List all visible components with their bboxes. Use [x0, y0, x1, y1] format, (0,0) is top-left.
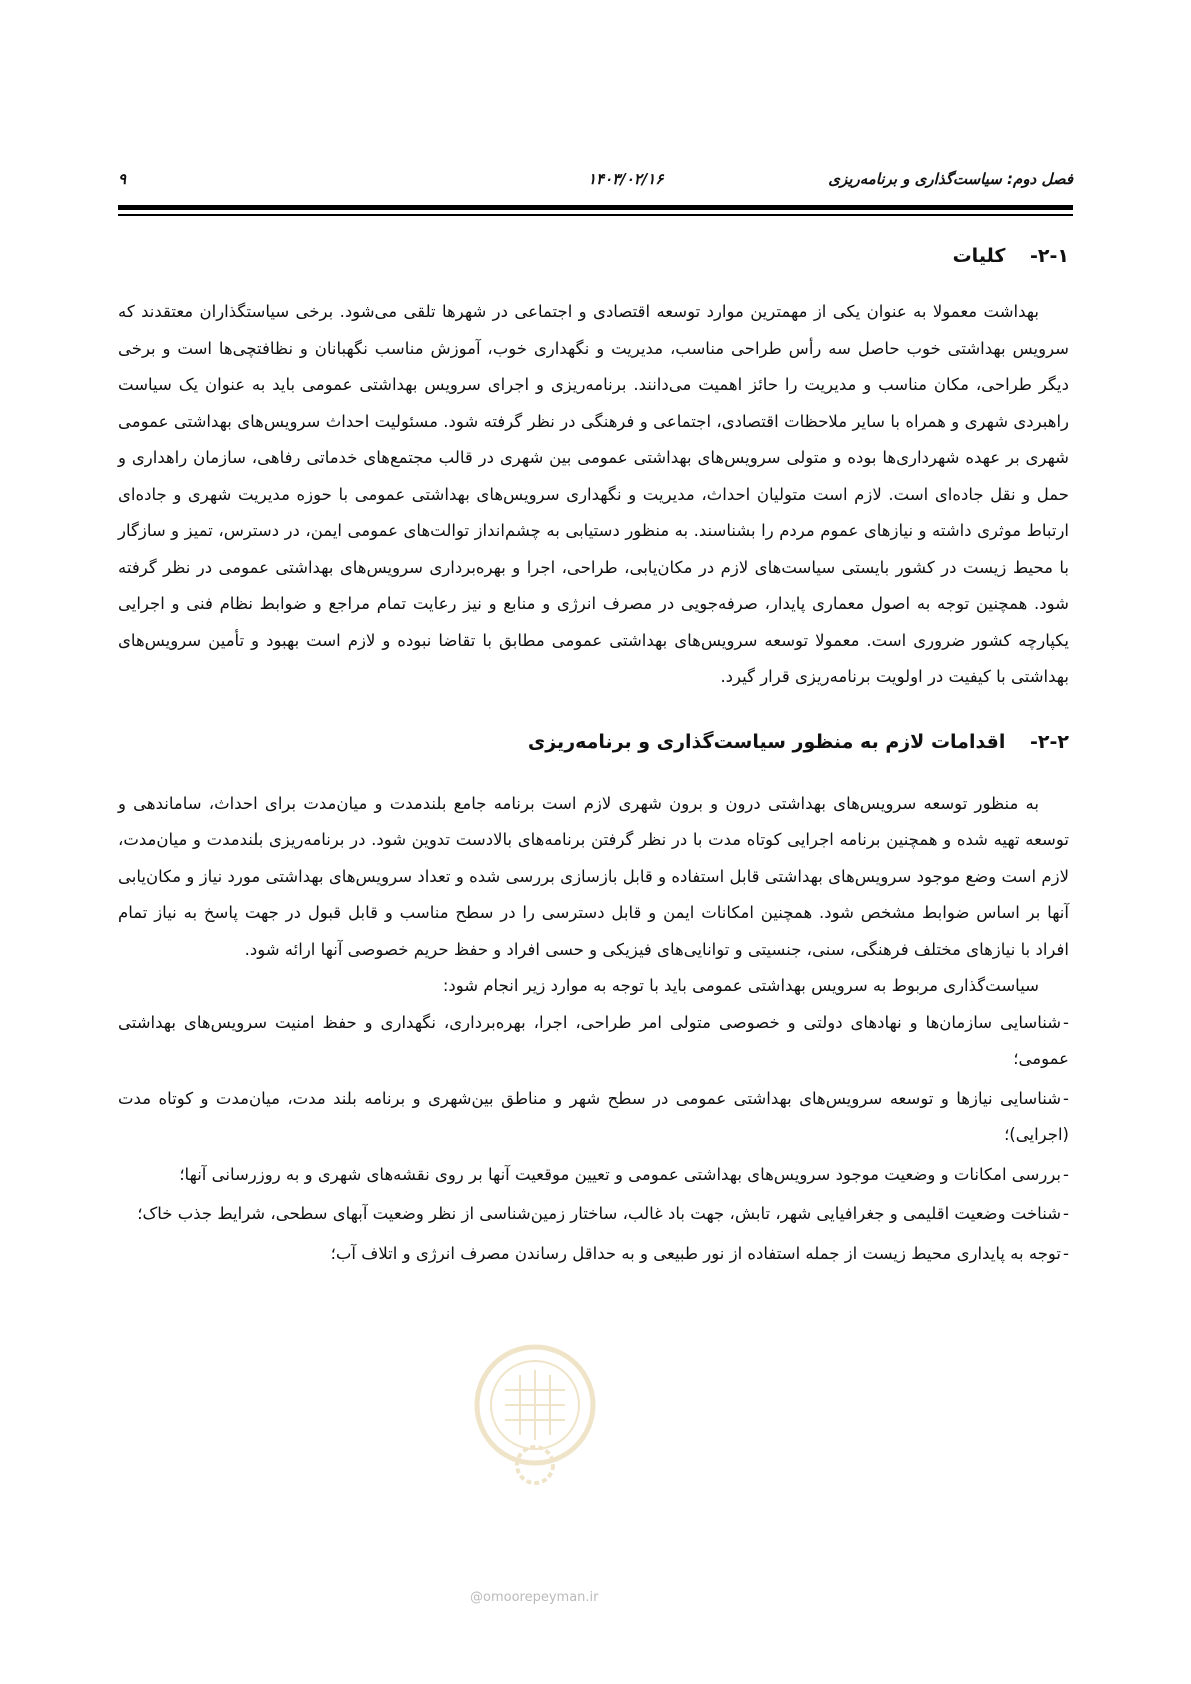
header-date: ۱۴۰۳/۰۲/۱۶ — [588, 170, 664, 188]
list-item: -بررسی امکانات و وضعیت موجود سرویس‌های بهداشتی عمومی و تعیین موقعیت آنها بر روی نقشه‌های شهری و به روزرسانی آنها؛ — [179, 1164, 1069, 1184]
watermark-seal-icon — [470, 1330, 600, 1490]
page-number: ۹ — [118, 170, 127, 188]
header-rule-thin — [118, 214, 1073, 216]
chapter-title: فصل دوم: سیاست‌گذاری و برنامه‌ریزی — [828, 170, 1073, 188]
section-number: ۲-۲- — [1030, 730, 1069, 753]
section-heading-1 — [118, 236, 1069, 276]
header-rule-thick — [118, 205, 1073, 210]
section-title: کلیات — [952, 245, 1006, 267]
list-item: -توجه به پایداری محیط زیست از جمله استفاده از نور طبیعی و به حداقل رساندن مصرف انرژی و اتلاف آب؛ — [330, 1243, 1069, 1263]
list-intro: سیاست‌گذاری مربوط به سرویس بهداشتی عمومی باید با توجه به موارد زیر انجام شود: — [442, 976, 1039, 995]
list-item: -شناسایی نیازها و توسعه سرویس‌های بهداشتی عمومی در سطح شهر و مناطق بین‌شهری و برنامه بلند مدت، میان‌مدت و کوتاه مدت (اجرایی)؛ — [118, 1088, 1069, 1144]
section2-paragraph: به منظور توسعه سرویس‌های بهداشتی درون و برون شهری لازم است برنامه جامع بلندمدت و میان‌مدت برای احداث، ساماندهی و توسعه تهیه شده و همچنین برنامه اجرایی کوتاه مدت با در نظر گرفتن برنامه‌های بالادست تدوین شود. در برنامه‌ریزی بلندمدت و میان‌مدت، لازم است وضع موجود سرویس‌های بهداشتی قابل استفاده و قابل بازسازی بررسی شده و تعداد سرویس‌های بهداشتی مورد نیاز و مکان‌یابی آنها بر اساس ضوابط مشخص شود. همچنین امکانات ایمن و قابل دسترسی را در سطح مناسب و قابل قبول در جهت پاسخ به نیاز تمام افراد با نیازهای مختلف فرهنگی، سنی، جنسیتی و توانایی‌های فیزیکی و حسی افراد و حفظ حریم خصوصی آنها ارائه شود. — [118, 793, 1069, 959]
list-item: -شناسایی سازمان‌ها و نهادهای دولتی و خصوصی متولی امر طراحی، اجرا، بهره‌برداری، نگهداری و حفظ امنیت سرویس‌های بهداشتی عمومی؛ — [118, 1012, 1069, 1068]
section1-paragraph: بهداشت معمولا به عنوان یکی از مهمترین موارد توسعه اقتصادی و اجتماعی در شهرها تلقی می‌شود. برخی سیاستگذاران معتقدند که سرویس بهداشتی خوب حاصل سه رأس طراحی مناسب، مدیریت و نگهداری خوب، آموزش مناسب نگهبانان و نظافتچی‌ها است و برخی دیگر طراحی، مکان مناسب و مدیریت را حائز اهمیت می‌دانند. برنامه‌ریزی و اجرای سرویس بهداشتی عمومی باید به عنوان یک سیاست راهبردی شهری و همراه با سایر ملاحظات اقتصادی، اجتماعی و فرهنگی در نظر گرفته شود. مسئولیت احداث سرویس‌های بهداشتی عمومی شهری بر عهده شهرداری‌ها بوده و متولی سرویس‌های بهداشتی عمومی بین شهری در قالب مجتمع‌های خدماتی رفاهی، سازمان راهداری و حمل و نقل جاده‌ای است. لازم است متولیان احداث، مدیریت و نگهداری سرویس‌های بهداشتی عمومی با حوزه مدیریت شهری و جاده‌ای ارتباط موثری داشته و نیازهای عموم مردم را بشناسند. به منظور دستیابی به چشم‌انداز توالت‌های عمومی ایمن، در دسترس، تمیز و سازگار با محیط زیست در کشور بایستی سیاست‌های لازم در مکان‌یابی، طراحی، اجرا و بهره‌برداری سرویس‌های بهداشتی عمومی در نظر گرفته شود. همچنین توجه به اصول معماری پایدار، صرفه‌جویی در مصرف انرژی و منابع و نیز رعایت تمام مراجع و ضوابط نظام فنی و اجرایی یکپارچه کشور ضروری است. معمولا توسعه سرویس‌های بهداشتی عمومی مطابق با تقاضا نبوده و لازم است بهبود و تأمین سرویس‌های بهداشتی با کیفیت در اولویت برنامه‌ریزی قرار گیرد. — [118, 302, 1069, 686]
list-item: -شناخت وضعیت اقلیمی و جغرافیایی شهر، تابش، جهت باد غالب، ساختار زمین‌شناسی از نظر وضعیت آبهای سطحی، شرایط جذب خاک؛ — [137, 1204, 1069, 1223]
section-title: اقدامات لازم به منظور سیاست‌گذاری و برنامه‌ریزی — [527, 730, 1006, 753]
footer-handle: @omoorepeyman.ir — [470, 1590, 599, 1605]
page-header — [118, 168, 1073, 196]
section-number: ۲-۱- — [1030, 245, 1069, 267]
section-heading-2 — [118, 722, 1069, 762]
page-body — [118, 236, 1069, 1275]
policy-list — [118, 1005, 1069, 1273]
